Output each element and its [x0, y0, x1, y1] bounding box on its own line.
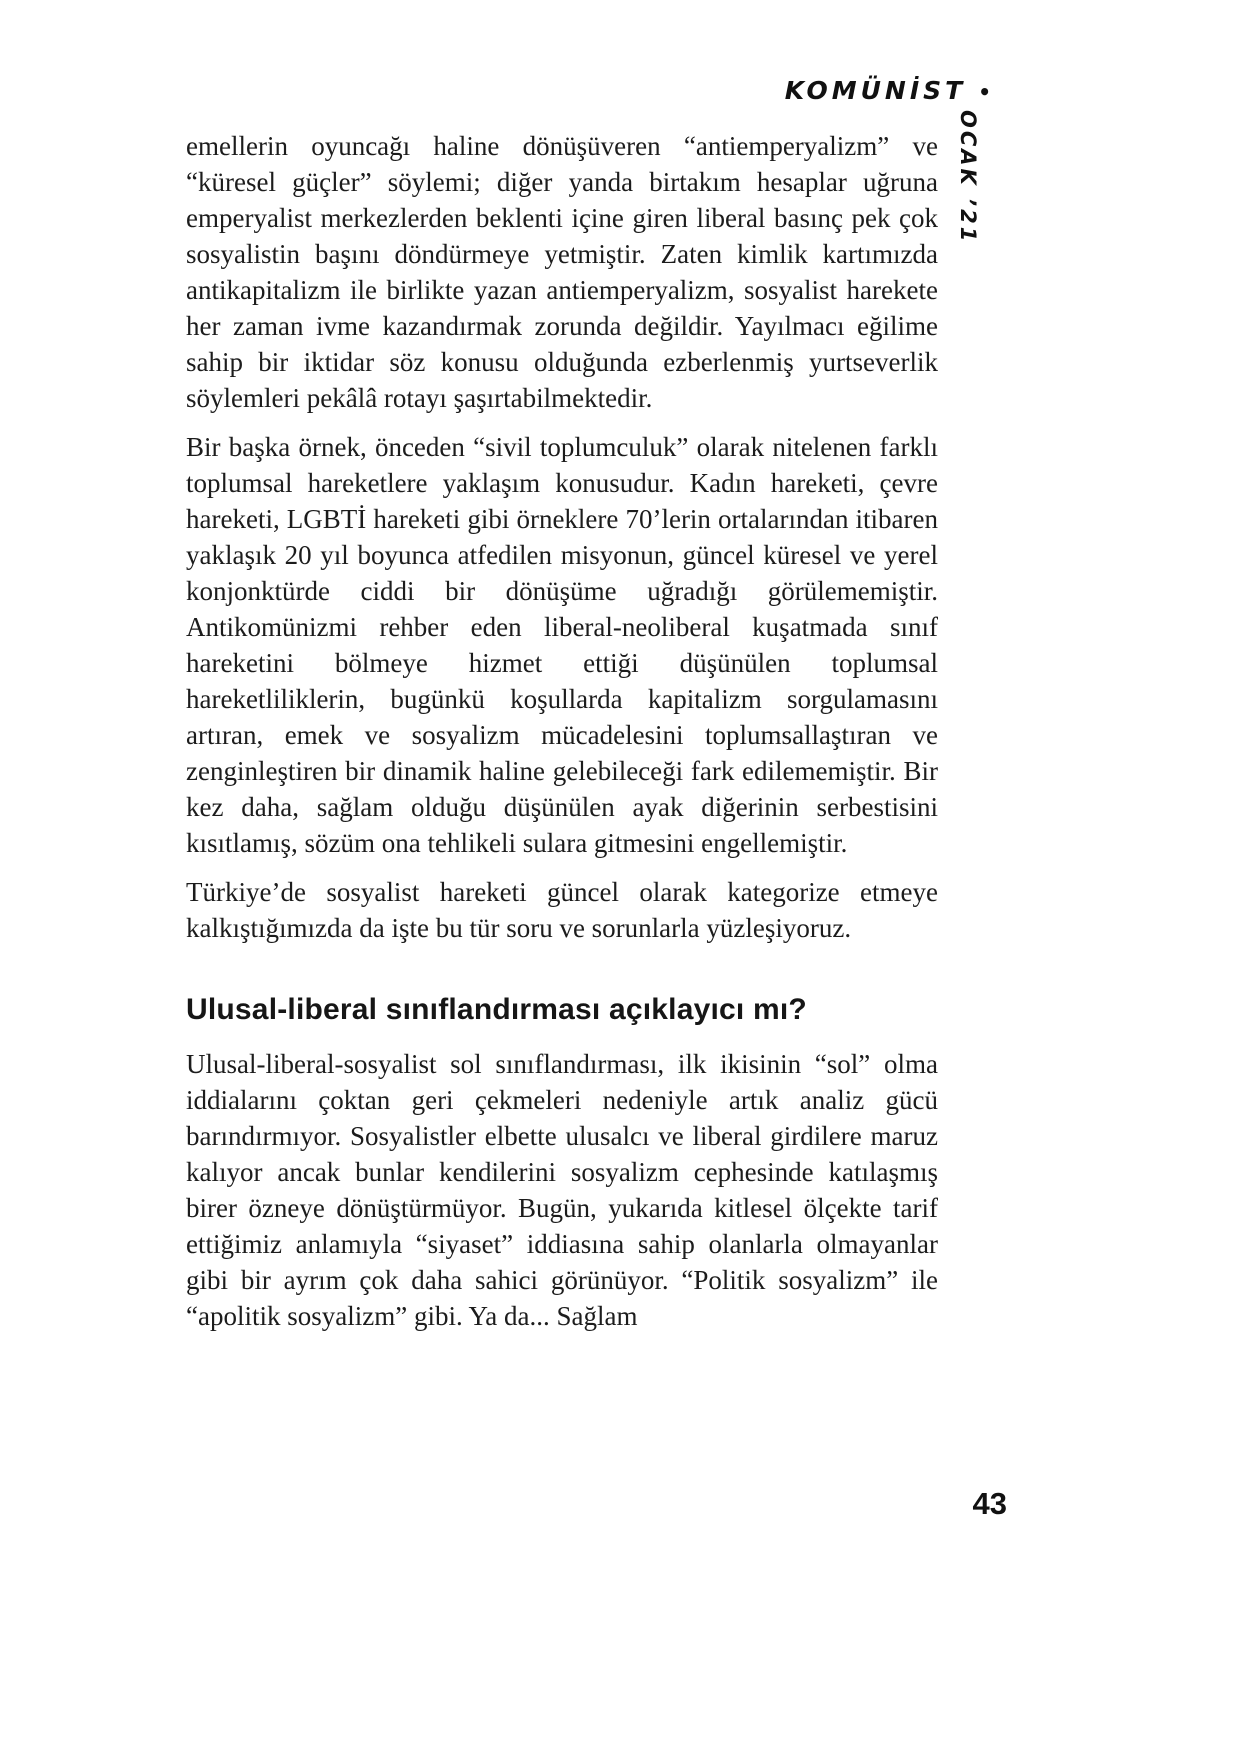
- issue-date: OCAK ’21: [956, 110, 980, 245]
- paragraph: Ulusal-liberal-sosyalist sol sınıflandırması, ilk ikisinin “sol” olma iddialarını çoktan geri çekmeleri nedeniyle artık analiz gücü barındırmıyor. Sosyalistler elbette ulusalcı ve liberal girdilere maruz kalıyor ancak bunlar kendilerini sosyalizm cephesinde katılaşmış birer özneye dönüştürmüyor. Bugün, yukarıda kitlesel ölçekte tarif ettiğimiz anlamıyla “siyaset” iddiasına sahip olanlarla olmayanlar gibi bir ayrım çok daha sahici görünüyor. “Politik sosyalizm” ile “apolitik sosyalizm” gibi. Ya da... Sağlam: [186, 1049, 938, 1331]
- paragraph: Bir başka örnek, önceden “sivil toplumculuk” olarak nitelenen farklı toplumsal hareketlere yaklaşım konusudur. Kadın hareketi, çevre hareketi, LGBTİ hareketi gibi örneklere 70’lerin ortalarından itibaren yaklaşık 20 yıl boyunca atfedilen misyonun, güncel küresel ve yerel konjonktürde ciddi bir dönüşüme uğradığı görülememiştir. Antikomünizmi rehber eden liberal-neoliberal kuşatmada sınıf hareketini bölmeye hizmet ettiği düşünülen toplumsal hareketliliklerin, bugünkü koşullarda kapitalizm sorgulamasını artıran, emek ve sosyalizm mücadelesini toplumsallaştıran ve zenginleştiren bir dinamik haline gelebileceği fark edilememiştir. Bir kez daha, sağlam olduğu düşünülen ayak diğerinin serbestisini kısıtlamış, sözüm ona tehlikeli sulara gitmesini engellemiştir.: [186, 432, 938, 858]
- page-number: 43: [972, 1486, 1007, 1521]
- paragraph: emellerin oyuncağı haline dönüşüveren “antiemperyalizm” ve “küresel güçler” söylemi; diğer yanda birtakım hesaplar uğruna emperyalist merkezlerden beklenti içine giren liberal basınç pek çok sosyalistin başını döndürmeye yetmiştir. Zaten kimlik kartımızda antikapitalizm ile birlikte yazan antiemperyalizm, sosyalist harekete her zaman ivme kazandırmak zorunda değildir. Yayılmacı eğilime sahip bir iktidar söz konusu olduğunda ezberlenmiş yurtseverlik söylemleri pekâlâ rotayı şaşırtabilmektedir.: [186, 131, 938, 413]
- paragraph: Türkiye’de sosyalist hareketi güncel olarak kategorize etmeye kalkıştığımızda da işte bu tür soru ve sorunlarla yüzleşiyoruz.: [186, 877, 938, 943]
- running-header: [785, 76, 991, 105]
- journal-title: KOMÜNİST: [784, 76, 967, 105]
- article-body: [186, 128, 938, 1347]
- header-bullet-icon: •: [978, 79, 991, 104]
- section-heading: Ulusal-liberal sınıflandırması açıklayıcı mı?: [186, 993, 807, 1026]
